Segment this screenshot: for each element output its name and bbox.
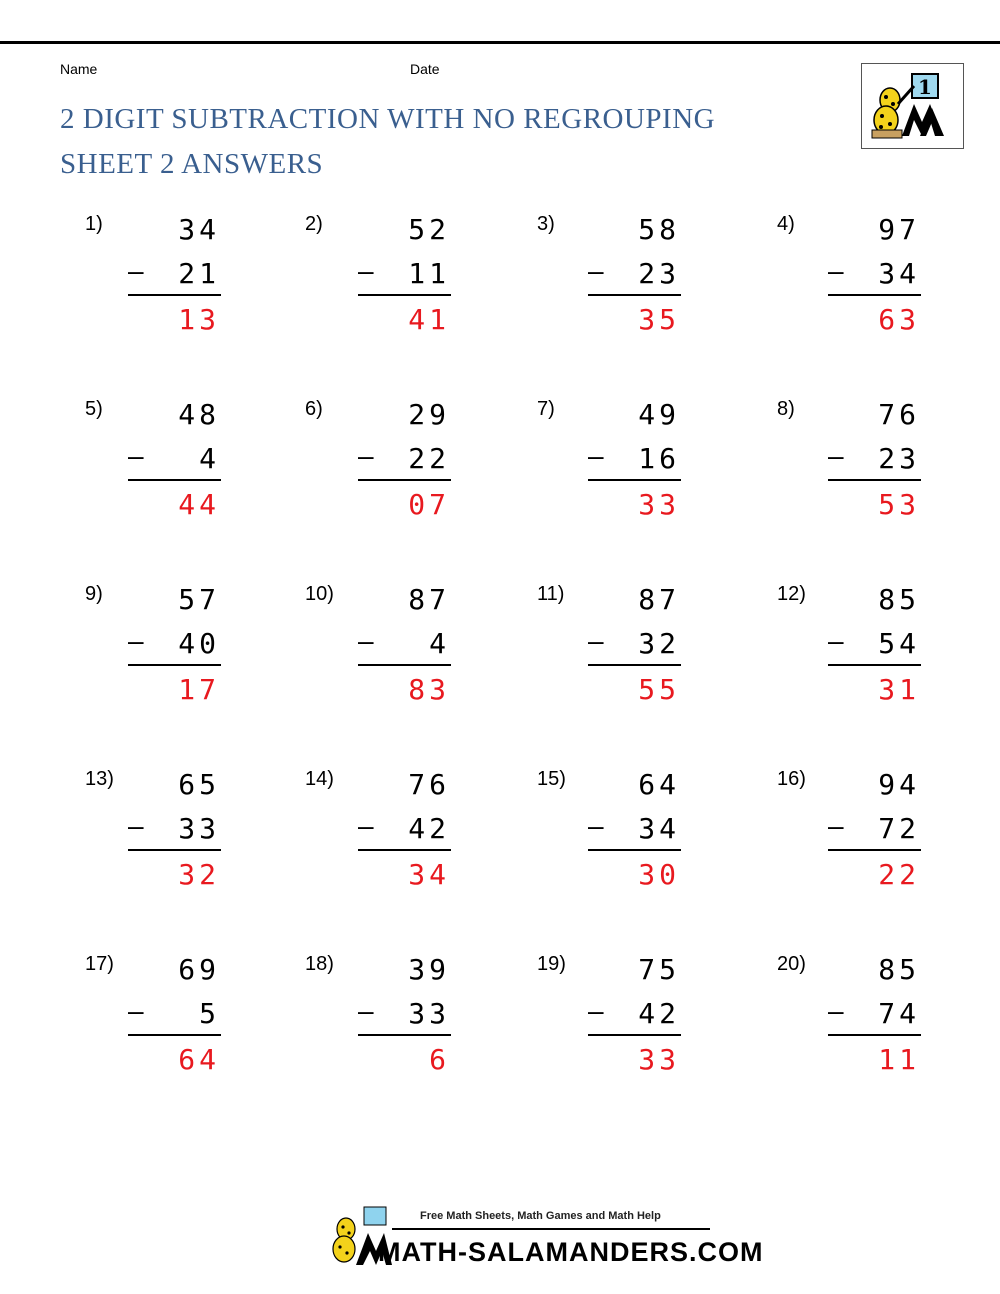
minuend: 94 (878, 768, 920, 801)
answer-line (588, 664, 681, 666)
answer: 6 (429, 1043, 450, 1076)
subtrahend: 4 (429, 627, 450, 660)
problem-number: 7) (537, 398, 555, 420)
minus-sign: – (358, 810, 374, 841)
answer-line (358, 1034, 451, 1036)
subtrahend: 34 (878, 257, 920, 290)
problem-number: 3) (537, 213, 555, 235)
problem-number: 4) (777, 213, 795, 235)
subtrahend: 42 (408, 812, 450, 845)
subtrahend: 11 (408, 257, 450, 290)
minus-sign: – (828, 255, 844, 286)
minuend: 97 (878, 213, 920, 246)
problem-item (85, 213, 315, 363)
problem-item (305, 583, 535, 733)
problem-item (537, 583, 767, 733)
minus-sign: – (358, 995, 374, 1026)
minuend: 52 (408, 213, 450, 246)
subtrahend: 32 (638, 627, 680, 660)
problem-item (85, 583, 315, 733)
answer: 17 (178, 673, 220, 706)
minus-sign: – (128, 625, 144, 656)
subtrahend: 34 (638, 812, 680, 845)
problem-number: 15) (537, 768, 566, 790)
minus-sign: – (828, 625, 844, 656)
problem-number: 13) (85, 768, 114, 790)
page-subtitle: SHEET 2 ANSWERS (60, 148, 324, 180)
problem-item (305, 213, 535, 363)
problem-number: 20) (777, 953, 806, 975)
answer: 63 (878, 303, 920, 336)
salamander-icon (862, 64, 963, 148)
problem-item (777, 213, 1000, 363)
footer-rule (392, 1228, 710, 1230)
answer: 31 (878, 673, 920, 706)
answer-line (588, 479, 681, 481)
problem-number: 18) (305, 953, 334, 975)
subtrahend: 23 (638, 257, 680, 290)
minuend: 85 (878, 953, 920, 986)
minuend: 57 (178, 583, 220, 616)
problem-item (777, 768, 1000, 918)
answer-line (588, 294, 681, 296)
top-rule (0, 41, 1000, 44)
answer-line (128, 1034, 221, 1036)
date-label: Date (410, 61, 440, 77)
minuend: 75 (638, 953, 680, 986)
problem-item (85, 953, 315, 1103)
subtrahend: 23 (878, 442, 920, 475)
answer: 83 (408, 673, 450, 706)
problem-item (85, 768, 315, 918)
problem-number: 12) (777, 583, 806, 605)
minus-sign: – (828, 995, 844, 1026)
subtrahend: 74 (878, 997, 920, 1030)
answer-line (128, 479, 221, 481)
answer: 55 (638, 673, 680, 706)
minuend: 29 (408, 398, 450, 431)
subtrahend: 16 (638, 442, 680, 475)
answer: 07 (408, 488, 450, 521)
minus-sign: – (588, 810, 604, 841)
minus-sign: – (358, 255, 374, 286)
problem-number: 16) (777, 768, 806, 790)
answer: 34 (408, 858, 450, 891)
minus-sign: – (128, 995, 144, 1026)
subtrahend: 42 (638, 997, 680, 1030)
minuend: 39 (408, 953, 450, 986)
answer: 33 (638, 1043, 680, 1076)
minuend: 64 (638, 768, 680, 801)
answer: 13 (178, 303, 220, 336)
problem-number: 6) (305, 398, 323, 420)
salamander-logo (861, 63, 964, 149)
answer-line (588, 849, 681, 851)
minuend: 69 (178, 953, 220, 986)
minuend: 65 (178, 768, 220, 801)
minus-sign: – (128, 810, 144, 841)
problem-item (537, 213, 767, 363)
answer-line (358, 849, 451, 851)
minuend: 76 (408, 768, 450, 801)
problem-item (777, 398, 1000, 548)
problem-item (537, 768, 767, 918)
answer-line (128, 664, 221, 666)
answer-line (828, 849, 921, 851)
problem-number: 8) (777, 398, 795, 420)
answer-line (128, 294, 221, 296)
subtrahend: 22 (408, 442, 450, 475)
minuend: 48 (178, 398, 220, 431)
problem-number: 17) (85, 953, 114, 975)
logo-digit: 1 (918, 75, 932, 99)
minuend: 87 (638, 583, 680, 616)
minus-sign: – (588, 440, 604, 471)
subtrahend: 40 (178, 627, 220, 660)
subtrahend: 5 (199, 997, 220, 1030)
minus-sign: – (358, 440, 374, 471)
footer-brand: MATH-SALAMANDERS.COM (378, 1237, 764, 1267)
problem-item (305, 953, 535, 1103)
answer: 30 (638, 858, 680, 891)
problem-item (537, 398, 767, 548)
problem-number: 2) (305, 213, 323, 235)
minus-sign: – (588, 255, 604, 286)
answer: 53 (878, 488, 920, 521)
subtrahend: 4 (199, 442, 220, 475)
problem-item (305, 398, 535, 548)
answer: 33 (638, 488, 680, 521)
problem-number: 11) (537, 583, 565, 605)
minuend: 85 (878, 583, 920, 616)
minus-sign: – (128, 440, 144, 471)
problem-item (777, 583, 1000, 733)
footer-tagline: Free Math Sheets, Math Games and Math Help (420, 1210, 661, 1222)
minus-sign: – (828, 810, 844, 841)
answer: 35 (638, 303, 680, 336)
answer: 22 (878, 858, 920, 891)
answer-line (828, 294, 921, 296)
answer-line (358, 294, 451, 296)
answer: 44 (178, 488, 220, 521)
answer-line (828, 664, 921, 666)
subtrahend: 72 (878, 812, 920, 845)
problem-item (305, 768, 535, 918)
subtrahend: 54 (878, 627, 920, 660)
minus-sign: – (588, 995, 604, 1026)
answer-line (828, 479, 921, 481)
subtrahend: 33 (408, 997, 450, 1030)
minus-sign: – (128, 255, 144, 286)
problem-number: 5) (85, 398, 103, 420)
problem-number: 9) (85, 583, 103, 605)
minus-sign: – (588, 625, 604, 656)
minuend: 34 (178, 213, 220, 246)
problem-number: 1) (85, 213, 103, 235)
minuend: 76 (878, 398, 920, 431)
answer-line (358, 479, 451, 481)
answer-line (588, 1034, 681, 1036)
answer-line (128, 849, 221, 851)
minuend: 87 (408, 583, 450, 616)
problem-item (777, 953, 1000, 1103)
subtrahend: 33 (178, 812, 220, 845)
subtrahend: 21 (178, 257, 220, 290)
problem-number: 14) (305, 768, 334, 790)
answer-line (358, 664, 451, 666)
answer: 64 (178, 1043, 220, 1076)
problem-item (85, 398, 315, 548)
problem-number: 10) (305, 583, 334, 605)
answer: 32 (178, 858, 220, 891)
page-title: 2 DIGIT SUBTRACTION WITH NO REGROUPING (60, 103, 716, 135)
problem-number: 19) (537, 953, 566, 975)
answer-line (828, 1034, 921, 1036)
minus-sign: – (358, 625, 374, 656)
answer: 41 (408, 303, 450, 336)
answer: 11 (878, 1043, 920, 1076)
minuend: 58 (638, 213, 680, 246)
minuend: 49 (638, 398, 680, 431)
minus-sign: – (828, 440, 844, 471)
name-label: Name (60, 61, 98, 77)
problem-item (537, 953, 767, 1103)
